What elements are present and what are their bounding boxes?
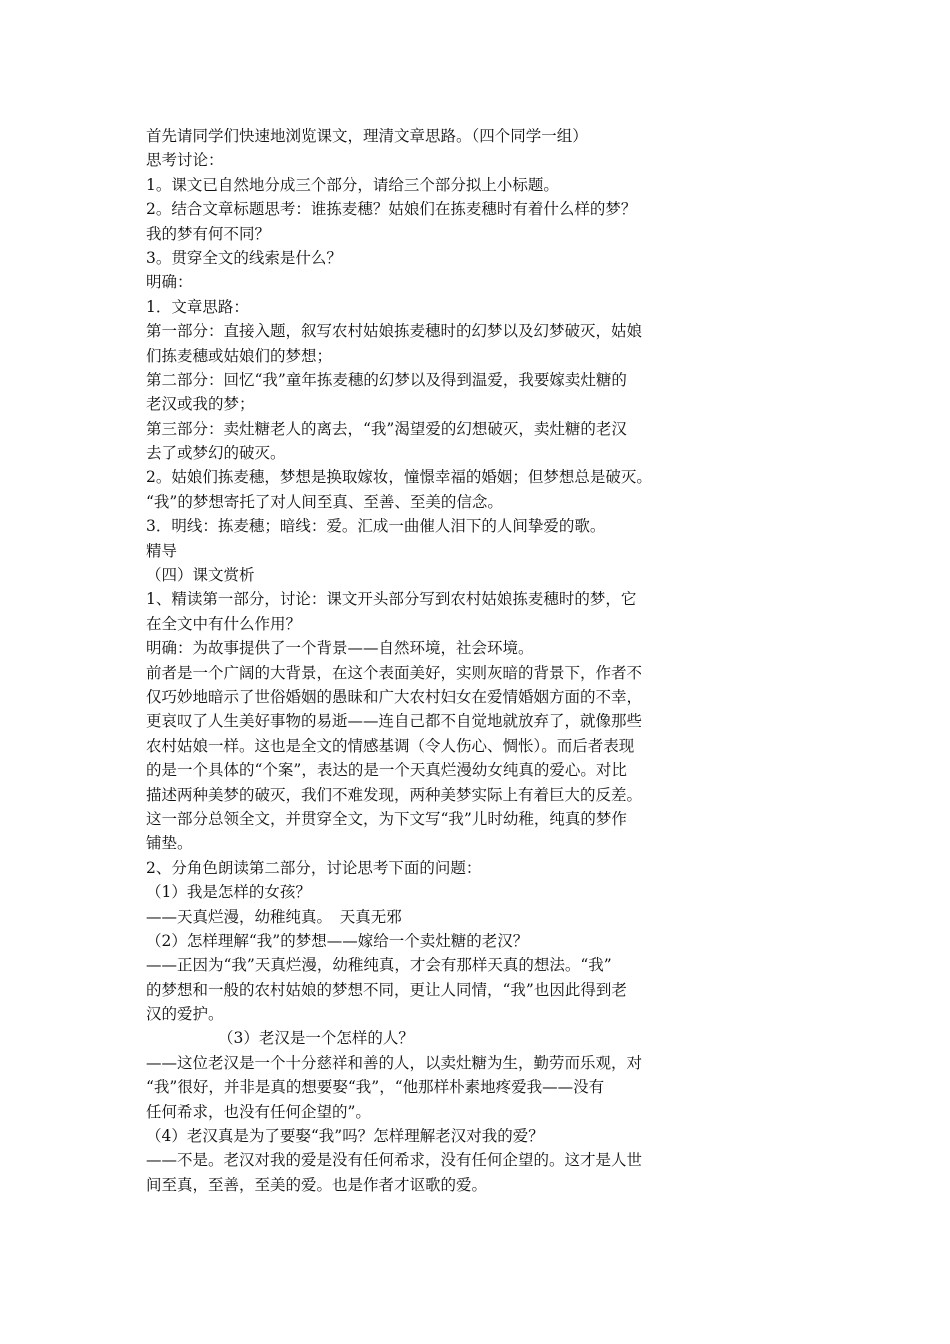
document-body xyxy=(146,124,806,1197)
text-line: 1．文章思路： xyxy=(146,297,249,316)
text-line: “我”的梦想寄托了对人间至真、至善、至美的信念。 xyxy=(146,492,503,511)
text-line: 第一部分：直接入题，叙写农村姑娘拣麦穗时的幻梦以及幻梦破灭，姑娘 xyxy=(146,322,643,341)
text-line: （四）课文赏析 xyxy=(146,566,255,585)
text-line: 我的梦有何不同？ xyxy=(146,224,271,243)
text-line: 去了或梦幻的破灭。 xyxy=(146,444,286,463)
text-line: 1。课文已自然地分成三个部分，请给三个部分拟上小标题。 xyxy=(146,175,559,194)
text-line: 们拣麦穗或姑娘们的梦想； xyxy=(146,346,333,365)
text-line: ——这位老汉是一个十分慈祥和善的人，以卖灶糖为生，勤劳而乐观，对 xyxy=(146,1053,643,1072)
text-line: ——不是。老汉对我的爱是没有任何希求，没有任何企望的。这才是人世 xyxy=(146,1151,643,1170)
text-line: 第三部分：卖灶糖老人的离去，“我”渴望爱的幻想破灭，卖灶糖的老汉 xyxy=(146,419,627,438)
text-line: 在全文中有什么作用？ xyxy=(146,614,302,633)
text-line: 3．明线：拣麦穗；暗线：爱。汇成一曲催人泪下的人间挚爱的歌。 xyxy=(146,517,606,536)
text-line: ——天真烂漫，幼稚纯真。 天真无邪 xyxy=(146,907,402,926)
text-line: 任何希求，也没有任何企望的”。 xyxy=(146,1102,371,1121)
text-line: 2。姑娘们拣麦穗，梦想是换取嫁妆，憧憬幸福的婚姻；但梦想总是破灭。 xyxy=(146,468,652,487)
text-line: （4）老汉真是为了要娶“我”吗？怎样理解老汉对我的爱？ xyxy=(146,1127,544,1146)
text-line: 3。贯穿全文的线索是什么？ xyxy=(146,248,342,267)
text-line: 描述两种美梦的破灭，我们不难发现，两种美梦实际上有着巨大的反差。 xyxy=(146,785,643,804)
text-line: 前者是一个广阔的大背景，在这个表面美好，实则灰暗的背景下，作者不 xyxy=(146,663,643,682)
text-line: ——正因为“我”天真烂漫，幼稚纯真，才会有那样天真的想法。“我” xyxy=(146,956,612,975)
text-line: 明确：为故事提供了一个背景——自然环境，社会环境。 xyxy=(146,639,534,658)
text-line: 的是一个具体的“个案”，表达的是一个天真烂漫幼女纯真的爱心。对比 xyxy=(146,761,627,780)
text-line: （3）老汉是一个怎样的人？ xyxy=(218,1029,414,1048)
text-line: （2）怎样理解“我”的梦想——嫁给一个卖灶糖的老汉？ xyxy=(146,931,529,950)
text-line: 铺垫。 xyxy=(146,834,193,853)
text-line: 1、精读第一部分，讨论：课文开头部分写到农村姑娘拣麦穗时的梦，它 xyxy=(146,590,637,609)
text-line: 这一部分总领全文，并贯穿全文，为下文写“我”儿时幼稚，纯真的梦作 xyxy=(146,809,627,828)
text-line: 2、分角色朗读第二部分，讨论思考下面的问题： xyxy=(146,858,482,877)
text-line: 2。结合文章标题思考：谁拣麦穗？姑娘们在拣麦穗时有着什么样的梦？ xyxy=(146,200,637,219)
text-line: 农村姑娘一样。这也是全文的情感基调（令人伤心、惆怅）。而后者表现 xyxy=(146,736,635,755)
text-line: 思考讨论： xyxy=(146,151,224,170)
text-line: 间至真，至善，至美的爱。也是作者才讴歌的爱。 xyxy=(146,1175,488,1194)
text-line: 首先请同学们快速地浏览课文，理清文章思路。（四个同学一组） xyxy=(146,127,588,145)
text-line: 的梦想和一般的农村姑娘的梦想不同，更让人同情，“我”也因此得到老 xyxy=(146,980,627,999)
text-line: （1）我是怎样的女孩？ xyxy=(146,883,311,902)
text-line: 精导 xyxy=(146,541,178,560)
text-line: “我”很好，并非是真的想要娶“我”，“他那样朴素地疼爱我——没有 xyxy=(146,1078,605,1097)
text-line: 汉的爱护。 xyxy=(146,1005,224,1024)
text-line: 第二部分：回忆“我”童年拣麦穗的幻梦以及得到温爱，我要嫁卖灶糖的 xyxy=(146,370,627,389)
text-line: 老汉或我的梦； xyxy=(146,395,255,414)
text-line: 明确： xyxy=(146,273,193,292)
text-line: 仅巧妙地暗示了世俗婚姻的愚昧和广大农村妇女在爱情婚姻方面的不幸， xyxy=(146,687,643,706)
text-line: 更哀叹了人生美好事物的易逝——连自己都不自觉地就放弃了，就像那些 xyxy=(146,712,643,731)
